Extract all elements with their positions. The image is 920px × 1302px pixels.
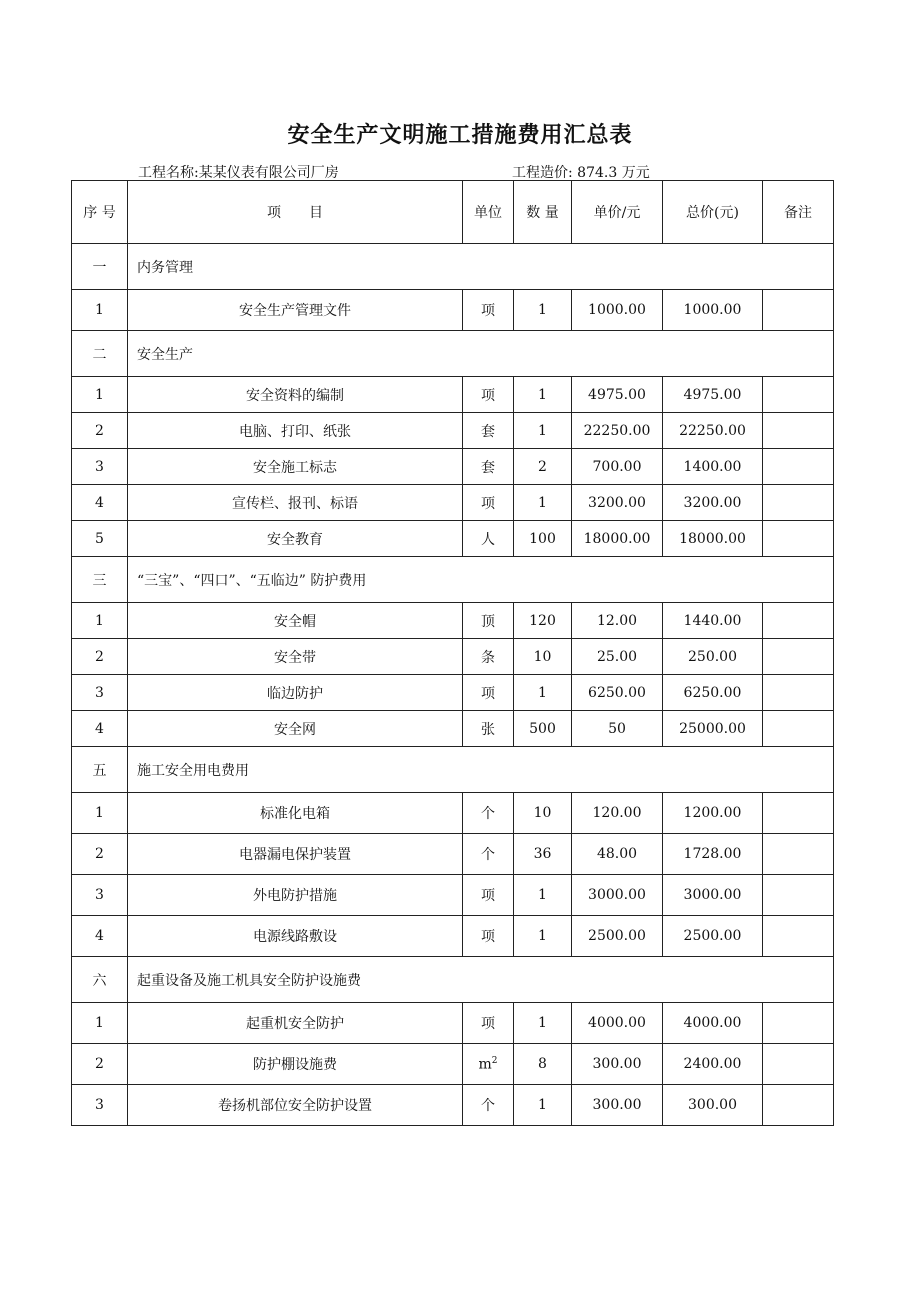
section-row [72, 244, 834, 290]
unit-cell: 项 [463, 916, 514, 957]
total-price-cell: 250.00 [663, 639, 763, 675]
section-row [72, 957, 834, 1003]
item-name: 安全资料的编制 [128, 377, 463, 413]
row-number: 4 [72, 916, 128, 957]
quantity-cell: 1 [514, 485, 572, 521]
table-row [72, 793, 834, 834]
item-name: 安全施工标志 [128, 449, 463, 485]
table-row [72, 485, 834, 521]
remark-cell [763, 603, 834, 639]
unit-price-cell: 18000.00 [572, 521, 663, 557]
item-name: 起重机安全防护 [128, 1003, 463, 1044]
row-number: 2 [72, 413, 128, 449]
section-row [72, 747, 834, 793]
remark-cell [763, 290, 834, 331]
table-row [72, 449, 834, 485]
remark-cell [763, 916, 834, 957]
total-price-cell: 1000.00 [663, 290, 763, 331]
total-price-cell: 3200.00 [663, 485, 763, 521]
table-row [72, 290, 834, 331]
item-name: 临边防护 [128, 675, 463, 711]
item-name: 安全生产管理文件 [128, 290, 463, 331]
row-number: 4 [72, 485, 128, 521]
unit-price-cell: 48.00 [572, 834, 663, 875]
table-row [72, 1003, 834, 1044]
item-name: 宣传栏、报刊、标语 [128, 485, 463, 521]
unit-cell: 个 [463, 793, 514, 834]
section-name: 安全生产 [128, 331, 834, 377]
remark-cell [763, 1003, 834, 1044]
quantity-cell: 500 [514, 711, 572, 747]
row-number: 1 [72, 603, 128, 639]
table-row [72, 675, 834, 711]
item-name: 安全帽 [128, 603, 463, 639]
item-name: 外电防护措施 [128, 875, 463, 916]
remark-cell [763, 485, 834, 521]
section-row [72, 331, 834, 377]
header-cell: 总价(元) [663, 181, 763, 244]
unit-price-cell: 2500.00 [572, 916, 663, 957]
row-number: 1 [72, 290, 128, 331]
unit-superscript: 2 [491, 1055, 498, 1066]
remark-cell [763, 875, 834, 916]
total-price-cell: 1728.00 [663, 834, 763, 875]
quantity-cell: 1 [514, 1003, 572, 1044]
total-price-cell: 1440.00 [663, 603, 763, 639]
unit-cell: 顶 [463, 603, 514, 639]
header-cell: 单价/元 [572, 181, 663, 244]
header-cell: 项 目 [128, 181, 463, 244]
quantity-cell: 10 [514, 793, 572, 834]
row-number: 1 [72, 377, 128, 413]
section-row [72, 557, 834, 603]
total-price-cell: 2500.00 [663, 916, 763, 957]
remark-cell [763, 834, 834, 875]
cost-summary-table [71, 180, 834, 1126]
row-number: 3 [72, 675, 128, 711]
quantity-cell: 1 [514, 290, 572, 331]
unit-cell: 项 [463, 485, 514, 521]
unit-cell: 张 [463, 711, 514, 747]
remark-cell [763, 521, 834, 557]
project-cost: 工程造价: 874.3 万元 [512, 165, 650, 181]
remark-cell [763, 377, 834, 413]
unit-cell: 项 [463, 377, 514, 413]
unit-cell: 条 [463, 639, 514, 675]
total-price-cell: 4000.00 [663, 1003, 763, 1044]
unit-cell: 项 [463, 1003, 514, 1044]
quantity-cell: 8 [514, 1044, 572, 1085]
table-row [72, 413, 834, 449]
table-row [72, 875, 834, 916]
unit-price-cell: 300.00 [572, 1044, 663, 1085]
total-price-cell: 6250.00 [663, 675, 763, 711]
section-number: 二 [72, 331, 128, 377]
row-number: 2 [72, 639, 128, 675]
quantity-cell: 36 [514, 834, 572, 875]
remark-cell [763, 793, 834, 834]
unit-price-cell: 3200.00 [572, 485, 663, 521]
unit-cell: 项 [463, 875, 514, 916]
unit-text: m [478, 1056, 492, 1073]
total-price-cell: 25000.00 [663, 711, 763, 747]
quantity-cell: 1 [514, 875, 572, 916]
row-number: 4 [72, 711, 128, 747]
table-row [72, 916, 834, 957]
quantity-cell: 1 [514, 1085, 572, 1126]
table-row [72, 639, 834, 675]
unit-cell: 项 [463, 290, 514, 331]
item-name: 卷扬机部位安全防护设置 [128, 1085, 463, 1126]
table-row [72, 711, 834, 747]
unit-price-cell: 6250.00 [572, 675, 663, 711]
project-name: 工程名称:某某仪表有限公司厂房 [138, 165, 339, 181]
header-cell: 备注 [763, 181, 834, 244]
row-number: 2 [72, 834, 128, 875]
unit-price-cell: 4000.00 [572, 1003, 663, 1044]
table-header-row [72, 181, 834, 244]
unit-price-cell: 12.00 [572, 603, 663, 639]
row-number: 3 [72, 875, 128, 916]
row-number: 3 [72, 449, 128, 485]
item-name: 安全网 [128, 711, 463, 747]
unit-cell: 套 [463, 449, 514, 485]
quantity-cell: 1 [514, 916, 572, 957]
unit-cell: 项 [463, 675, 514, 711]
section-number: 三 [72, 557, 128, 603]
total-price-cell: 300.00 [663, 1085, 763, 1126]
section-name: 起重设备及施工机具安全防护设施费 [128, 957, 834, 1003]
quantity-cell: 1 [514, 413, 572, 449]
total-price-cell: 3000.00 [663, 875, 763, 916]
remark-cell [763, 675, 834, 711]
item-name: 安全教育 [128, 521, 463, 557]
row-number: 1 [72, 793, 128, 834]
table-row [72, 1085, 834, 1126]
quantity-cell: 1 [514, 675, 572, 711]
row-number: 2 [72, 1044, 128, 1085]
row-number: 5 [72, 521, 128, 557]
quantity-cell: 120 [514, 603, 572, 639]
item-name: 标准化电箱 [128, 793, 463, 834]
unit-cell [463, 1044, 514, 1085]
row-number: 3 [72, 1085, 128, 1126]
table-row [72, 521, 834, 557]
unit-cell: 个 [463, 1085, 514, 1126]
header-cell: 单位 [463, 181, 514, 244]
table-row [72, 603, 834, 639]
unit-price-cell: 4975.00 [572, 377, 663, 413]
header-cell: 序 号 [72, 181, 128, 244]
item-name: 安全带 [128, 639, 463, 675]
quantity-cell: 100 [514, 521, 572, 557]
remark-cell [763, 449, 834, 485]
section-name: 施工安全用电费用 [128, 747, 834, 793]
row-number: 1 [72, 1003, 128, 1044]
section-number: 一 [72, 244, 128, 290]
unit-price-cell: 120.00 [572, 793, 663, 834]
item-name: 电源线路敷设 [128, 916, 463, 957]
item-name: 电器漏电保护装置 [128, 834, 463, 875]
unit-cell: 套 [463, 413, 514, 449]
table-row [72, 834, 834, 875]
section-number: 五 [72, 747, 128, 793]
total-price-cell: 2400.00 [663, 1044, 763, 1085]
unit-price-cell: 700.00 [572, 449, 663, 485]
remark-cell [763, 711, 834, 747]
total-price-cell: 4975.00 [663, 377, 763, 413]
unit-cell: 个 [463, 834, 514, 875]
quantity-cell: 2 [514, 449, 572, 485]
header-cell: 数 量 [514, 181, 572, 244]
section-name: “三宝”、“四口”、“五临边” 防护费用 [128, 557, 834, 603]
total-price-cell: 18000.00 [663, 521, 763, 557]
unit-price-cell: 22250.00 [572, 413, 663, 449]
total-price-cell: 22250.00 [663, 413, 763, 449]
total-price-cell: 1400.00 [663, 449, 763, 485]
table-row [72, 1044, 834, 1085]
item-name: 防护棚设施费 [128, 1044, 463, 1085]
item-name: 电脑、打印、纸张 [128, 413, 463, 449]
remark-cell [763, 1044, 834, 1085]
section-number: 六 [72, 957, 128, 1003]
quantity-cell: 10 [514, 639, 572, 675]
remark-cell [763, 413, 834, 449]
unit-price-cell: 1000.00 [572, 290, 663, 331]
total-price-cell: 1200.00 [663, 793, 763, 834]
unit-price-cell: 50 [572, 711, 663, 747]
unit-price-cell: 25.00 [572, 639, 663, 675]
quantity-cell: 1 [514, 377, 572, 413]
page-title: 安全生产文明施工措施费用汇总表 [287, 122, 633, 148]
table-row [72, 377, 834, 413]
remark-cell [763, 639, 834, 675]
unit-price-cell: 300.00 [572, 1085, 663, 1126]
unit-cell: 人 [463, 521, 514, 557]
unit-price-cell: 3000.00 [572, 875, 663, 916]
remark-cell [763, 1085, 834, 1126]
section-name: 内务管理 [128, 244, 834, 290]
